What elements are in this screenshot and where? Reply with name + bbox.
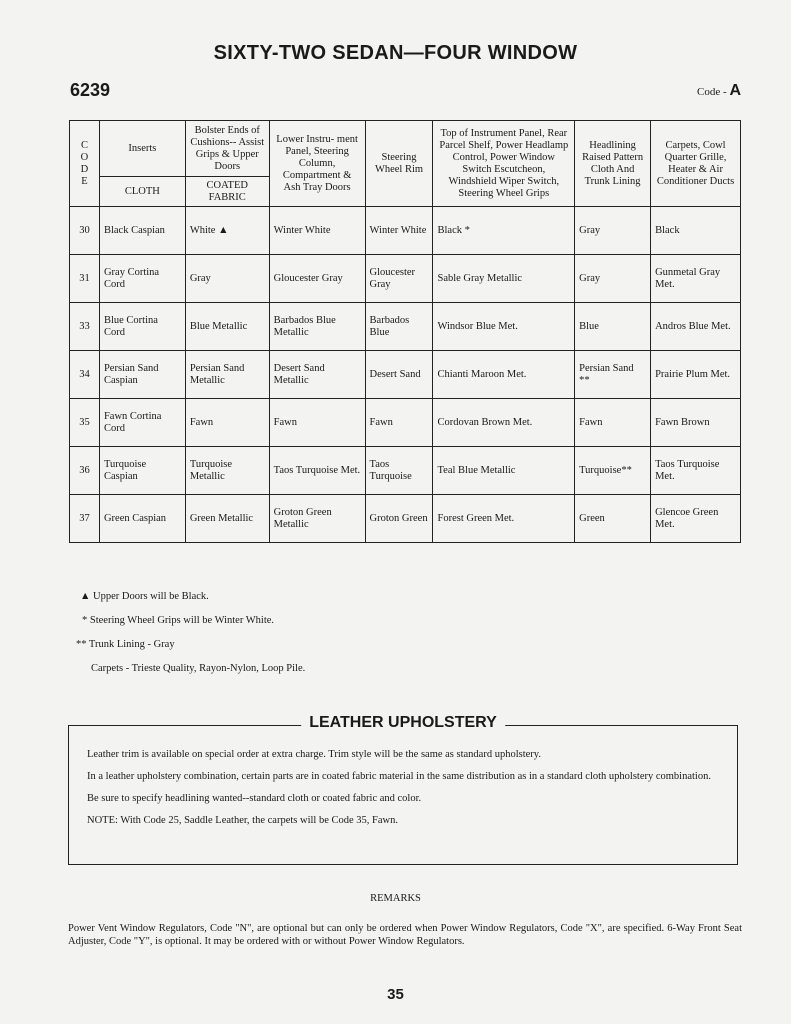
inserts-cell: Black Caspian [99, 207, 185, 255]
code-cell: 33 [70, 303, 100, 351]
bolster-header: Bolster Ends of Cushions-- Assist Grips & Upper Doors [185, 121, 269, 177]
coated-fabric-subheader: COATED FABRIC [185, 177, 269, 207]
top-instrument-cell: Cordovan Brown Met. [433, 399, 575, 447]
lower-instrument-cell: Groton Green Metallic [269, 495, 365, 543]
lower-instrument-cell: Taos Turquoise Met. [269, 447, 365, 495]
footnote-carpets: Carpets - Trieste Quality, Rayon-Nylon, Loop Pile. [91, 663, 306, 674]
code-cell: 30 [70, 207, 100, 255]
top-instrument-cell: Sable Gray Metallic [433, 255, 575, 303]
steering-wheel-cell: Fawn [365, 399, 433, 447]
carpets-cell: Fawn Brown [651, 399, 741, 447]
steering-wheel-cell: Winter White [365, 207, 433, 255]
code-header-letter: O [80, 151, 89, 163]
footnote-steering-grips: * Steering Wheel Grips will be Winter White. [82, 615, 275, 626]
code-cell: 35 [70, 399, 100, 447]
top-instrument-cell: Forest Green Met. [433, 495, 575, 543]
table-row [70, 303, 741, 351]
footnote-trunk-lining: ** Trunk Lining - Gray [76, 639, 175, 650]
carpets-cell: Black [651, 207, 741, 255]
bolster-cell: Green Metallic [185, 495, 269, 543]
steering-wheel-header: Steering Wheel Rim [365, 121, 433, 207]
carpets-cell: Glencoe Green Met. [651, 495, 741, 543]
footnote-upper-doors: ▲ Upper Doors will be Black. [80, 591, 209, 602]
carpets-cell: Taos Turquoise Met. [651, 447, 741, 495]
carpets-header: Carpets, Cowl Quarter Grille, Heater & Air Conditioner Ducts [651, 121, 741, 207]
footnotes [76, 585, 305, 681]
steering-wheel-cell: Barbados Blue [365, 303, 433, 351]
table-row [70, 399, 741, 447]
table-row [70, 207, 741, 255]
top-instrument-cell: Chianti Maroon Met. [433, 351, 575, 399]
top-instrument-cell: Windsor Blue Met. [433, 303, 575, 351]
top-instrument-header: Top of Instrument Panel, Rear Parcel Shelf, Power Headlamp Control, Power Window Switch Escutcheon, Windshield Wiper Switch, Steering Wheel Grips [433, 121, 575, 207]
bolster-cell: Gray [185, 255, 269, 303]
code-cell: 37 [70, 495, 100, 543]
bolster-cell: Turquoise Metallic [185, 447, 269, 495]
leather-upholstery-box [68, 714, 738, 865]
bolster-cell: Fawn [185, 399, 269, 447]
headlining-cell: Blue [575, 303, 651, 351]
steering-wheel-cell: Taos Turquoise [365, 447, 433, 495]
top-instrument-cell: Teal Blue Metallic [433, 447, 575, 495]
headlining-header: Headlining Raised Pattern Cloth And Trunk Lining [575, 121, 651, 207]
code-header-letter: D [80, 163, 89, 175]
bolster-cell: Persian Sand Metallic [185, 351, 269, 399]
code-column-header [70, 121, 100, 207]
lower-instrument-cell: Barbados Blue Metallic [269, 303, 365, 351]
code-cell: 36 [70, 447, 100, 495]
headlining-cell: Green [575, 495, 651, 543]
code-header-letter: C [80, 139, 88, 151]
top-instrument-cell: Black * [433, 207, 575, 255]
leather-paragraph: Leather trim is available on special order at extra charge. Trim style will be the same as standard upholstery. [87, 749, 541, 760]
leather-upholstery-title: LEATHER UPHOLSTERY [301, 714, 505, 732]
trim-table [69, 120, 741, 543]
headlining-cell: Gray [575, 255, 651, 303]
code-letter: A [729, 82, 741, 99]
code-header-letter: E [81, 175, 88, 187]
headlining-cell: Gray [575, 207, 651, 255]
remarks-text: Power Vent Window Regulators, Code "N", are optional but can only be ordered when Power Window Regulators, Code "X", are specified. 6-Way Front Seat Adjuster, Code "Y", is optional. It may be ordered with or without Power Window Regulators. [68, 923, 742, 947]
table-row [70, 447, 741, 495]
leather-paragraph: In a leather upholstery combination, certain parts are in coated fabric material in the same distribution as in a standard cloth upholstery combination. [87, 771, 711, 782]
code-cell: 31 [70, 255, 100, 303]
inserts-cell: Green Caspian [99, 495, 185, 543]
headlining-cell: Turquoise** [575, 447, 651, 495]
lower-instrument-cell: Desert Sand Metallic [269, 351, 365, 399]
inserts-cell: Turquoise Caspian [99, 447, 185, 495]
page-title: SIXTY-TWO SEDAN—FOUR WINDOW [213, 42, 578, 64]
lower-instrument-header: Lower Instru- ment Panel, Steering Column, Compartment & Ash Tray Doors [269, 121, 365, 207]
lower-instrument-cell: Fawn [269, 399, 365, 447]
model-number: 6239 [70, 80, 111, 100]
inserts-cell: Gray Cortina Cord [99, 255, 185, 303]
code-label-text: Code - [697, 86, 727, 98]
table-row [70, 351, 741, 399]
steering-wheel-cell: Desert Sand [365, 351, 433, 399]
leather-upholstery-body [87, 748, 721, 836]
carpets-cell: Prairie Plum Met. [651, 351, 741, 399]
headlining-cell: Persian Sand ** [575, 351, 651, 399]
table-row [70, 255, 741, 303]
headlining-cell: Fawn [575, 399, 651, 447]
page-number: 35 [387, 986, 404, 1003]
inserts-cell: Blue Cortina Cord [99, 303, 185, 351]
leather-paragraph: Be sure to specify headlining wanted--standard cloth or coated fabric and color. [87, 793, 422, 804]
inserts-header: Inserts [99, 121, 185, 177]
code-label [697, 82, 741, 100]
carpets-cell: Andros Blue Met. [651, 303, 741, 351]
bolster-cell: Blue Metallic [185, 303, 269, 351]
steering-wheel-cell: Groton Green [365, 495, 433, 543]
table-row [70, 495, 741, 543]
bolster-cell: White ▲ [185, 207, 269, 255]
code-cell: 34 [70, 351, 100, 399]
lower-instrument-cell: Winter White [269, 207, 365, 255]
inserts-cell: Persian Sand Caspian [99, 351, 185, 399]
steering-wheel-cell: Gloucester Gray [365, 255, 433, 303]
cloth-subheader: CLOTH [99, 177, 185, 207]
leather-paragraph: NOTE: With Code 25, Saddle Leather, the carpets will be Code 35, Fawn. [87, 815, 398, 826]
lower-instrument-cell: Gloucester Gray [269, 255, 365, 303]
carpets-cell: Gunmetal Gray Met. [651, 255, 741, 303]
remarks-title: REMARKS [370, 893, 421, 904]
inserts-cell: Fawn Cortina Cord [99, 399, 185, 447]
